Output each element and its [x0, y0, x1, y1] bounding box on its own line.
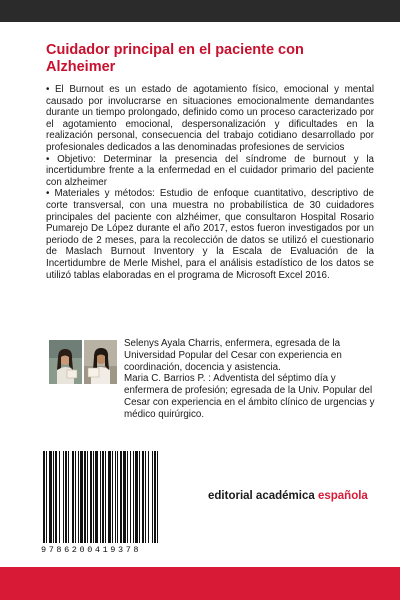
- barcode-bar: [49, 451, 52, 543]
- barcode-bar: [157, 451, 158, 543]
- barcode-bars: [41, 451, 191, 543]
- barcode-bar: [80, 451, 83, 543]
- publisher-name-part2: española: [317, 490, 368, 502]
- author-bio: [124, 338, 380, 421]
- barcode-bar: [154, 451, 156, 543]
- barcode-bar: [145, 451, 146, 543]
- barcode-bar: [139, 451, 140, 543]
- barcode-bar: [127, 451, 128, 543]
- barcode-bar: [90, 451, 92, 543]
- publisher-name-part1: editorial académica: [208, 490, 318, 502]
- abstract-paragraph-burnout: • El Burnout es un estado de agotamiento físico, emocional y mental causado por involucrarse en situaciones emocionalmente demandantes durante un tiempo prolongado, definido como un proceso caracterizado por el agotamiento emocional, despersonalización y dificultades en la realización personal, consecuencia del trabajo cotidiano desarrollado por profesionales dedicados a las denominadas profesiones de servicios: [46, 84, 374, 153]
- barcode-bar: [68, 451, 69, 543]
- barcode-bar: [65, 451, 67, 543]
- barcode-bar: [93, 451, 94, 543]
- barcode-bar: [108, 451, 111, 543]
- barcode-bar: [72, 451, 74, 543]
- top-dark-band: [0, 0, 400, 22]
- barcode-bar: [100, 451, 101, 543]
- barcode-bar: [130, 451, 131, 543]
- barcode-bar: [63, 451, 64, 543]
- barcode-bar: [123, 451, 126, 543]
- abstract-paragraph-objective: • Objetivo: Determinar la presencia del síndrome de burnout y la incertidumbre frente a la enfermedad en el cuidador primario del paciente con alzheimer: [46, 153, 374, 188]
- author-photo-2: [84, 340, 117, 384]
- barcode-bar: [112, 451, 113, 543]
- isbn-digits: 9786200419378: [41, 545, 142, 555]
- barcode-bar: [46, 451, 47, 543]
- bio-author-2: Maria C. Barrios P. : Adventista del séptimo día y enfermera de profesión; egresada de la Univ. Popular del Cesar con experiencia en el ámbito clínico de urgencias y médico quirúrgico.: [124, 373, 375, 420]
- isbn-barcode: [41, 451, 191, 557]
- barcode-bar: [142, 451, 144, 543]
- barcode-bar: [43, 451, 45, 543]
- book-title: Cuidador principal en el paciente con Alzheimer: [46, 42, 304, 75]
- barcode-bar: [59, 451, 60, 543]
- barcode-bar: [135, 451, 138, 543]
- barcode-bar: [120, 451, 122, 543]
- barcode-bar: [53, 451, 54, 543]
- barcode-bar: [117, 451, 118, 543]
- barcode-bar: [84, 451, 86, 543]
- barcode-bar: [75, 451, 76, 543]
- bottom-red-band: [0, 567, 400, 600]
- barcode-bar: [87, 451, 88, 543]
- barcode-bar: [115, 451, 116, 543]
- barcode-bar: [133, 451, 134, 543]
- abstract-paragraph-methods: • Materiales y métodos: Estudio de enfoque cuantitativo, descriptivo de corte transversal, con una muestra no probabilística de 30 cuidadores principales del paciente con alzhéimer, que consultaron Hospital Rosario Pumarejo De López durante el año 2017, estos fueron investigados por un periodo de 2 meses, para la recolección de datos se utilizó el cuestionario de Maslach Burnout Inventory y la Escala de Evaluación de la Incertidumbre de Merle Mishel, para el análisis estadístico de los datos se utilizó tablas elaboradas en el programa de Microsoft Excel 2016.: [46, 188, 374, 281]
- publisher-name: [208, 490, 368, 502]
- bio-author-1: Selenys Ayala Charris, enfermera, egresada de la Universidad Popular del Cesar con experiencia en coordinación, docencia y asistencia.: [124, 338, 342, 373]
- barcode-bar: [102, 451, 104, 543]
- barcode-bar: [95, 451, 98, 543]
- abstract: [46, 84, 374, 281]
- barcode-bar: [152, 451, 153, 543]
- barcode-bar: [78, 451, 79, 543]
- barcode-bar: [148, 451, 149, 543]
- author-photo-1: [49, 340, 82, 384]
- barcode-bar: [55, 451, 57, 543]
- barcode-bar: [105, 451, 106, 543]
